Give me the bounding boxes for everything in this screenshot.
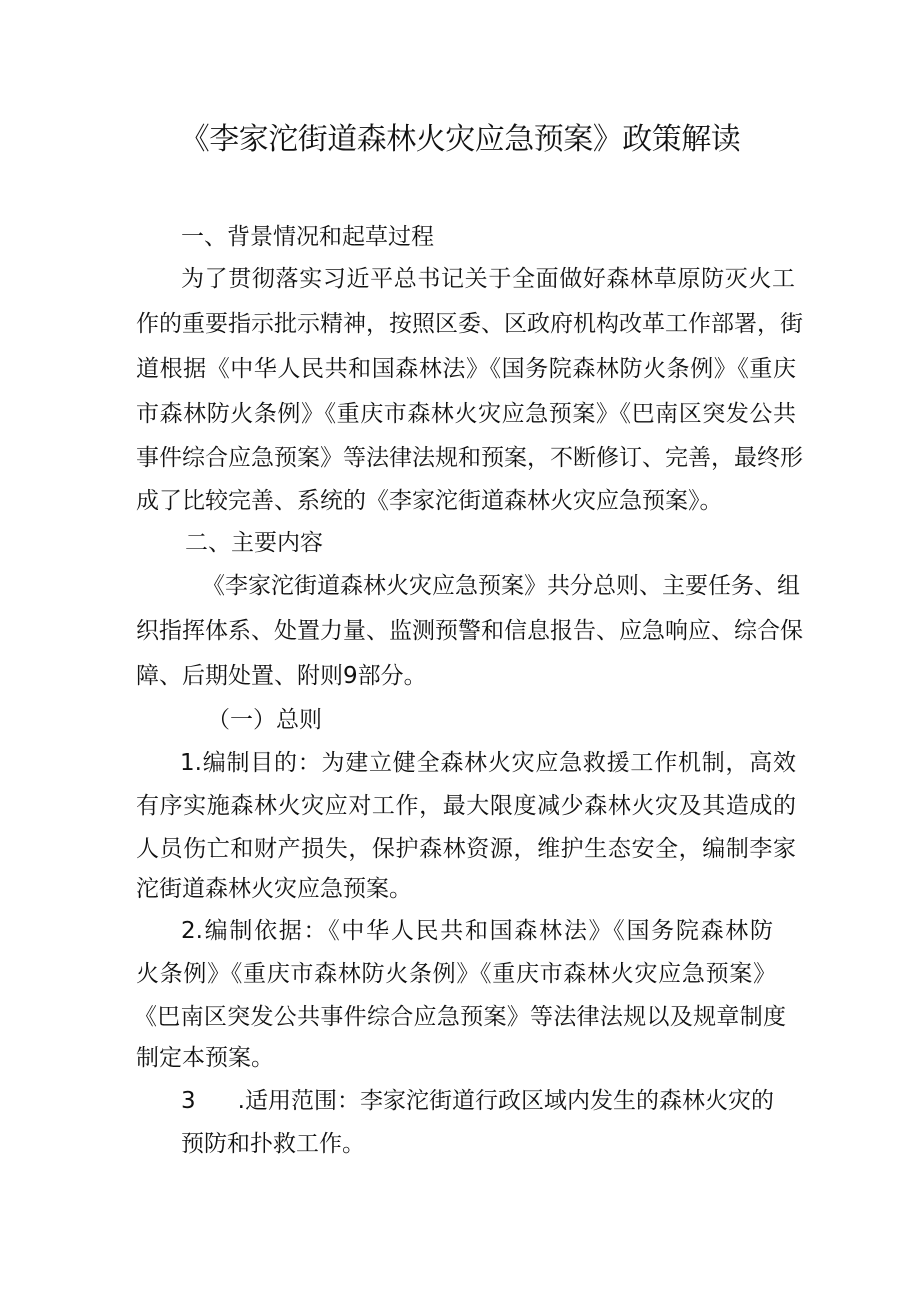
paragraph-line: 障、后期处置、附则9部分。 bbox=[136, 663, 427, 689]
item-number: 2 bbox=[181, 918, 196, 944]
paragraph-line: 《巴南区突发公共事件综合应急预案》等法律法规以及规章制度 bbox=[134, 1004, 786, 1030]
item-text: .编制目的：为建立健全森林火灾应急救援工作机制，高效 bbox=[194, 750, 796, 776]
item-line bbox=[181, 1084, 774, 1118]
subsection-heading: （一）总则 bbox=[207, 707, 322, 733]
paragraph-line: 制定本预案。 bbox=[136, 1045, 274, 1071]
paragraph-line: 沱街道森林火灾应急预案。 bbox=[136, 876, 412, 902]
paragraph-line: 《李家沱街道森林火灾应急预案》共分总则、主要任务、组 bbox=[202, 573, 800, 599]
paragraph-line: 道根据《中华人民共和国森林法》《国务院森林防火条例》《重庆 bbox=[136, 356, 796, 382]
paragraph-line: 预防和扑救工作。 bbox=[181, 1131, 365, 1157]
item-line bbox=[181, 914, 773, 948]
item-text: .编制依据：《中华人民共和国森林法》《国务院森林防 bbox=[195, 918, 773, 944]
document-title: 《李家沱街道森林火灾应急预案》政策解读 bbox=[179, 122, 741, 157]
item-text: .适用范围：李家沱街道行政区域内发生的森林火灾的 bbox=[237, 1088, 774, 1114]
paragraph-line: 火条例》《重庆市森林防火条例》《重庆市森林火灾应急预案》 bbox=[136, 961, 776, 987]
paragraph-line: 织指挥体系、处置力量、监测预警和信息报告、应急响应、综合保 bbox=[136, 618, 803, 644]
paragraph-line: 人员伤亡和财产损失，保护森林资源，维护生态安全，编制李家 bbox=[136, 836, 796, 862]
paragraph-line: 市森林防火条例》《重庆市森林火灾应急预案》《巴南区突发公共 bbox=[136, 401, 796, 427]
paragraph-line: 有序实施森林火灾应对工作，最大限度减少森林火灾及其造成的 bbox=[136, 793, 796, 819]
paragraph-line: 事件综合应急预案》等法律法规和预案，不断修订、完善，最终形 bbox=[136, 445, 803, 471]
paragraph-line: 为了贯彻落实习近平总书记关于全面做好森林草原防灭火工 bbox=[181, 266, 795, 292]
section-heading: 一、背景情况和起草过程 bbox=[181, 224, 434, 250]
item-line bbox=[180, 746, 796, 780]
section-heading: 二、主要内容 bbox=[185, 530, 323, 556]
paragraph-line: 作的重要指示批示精神，按照区委、区政府机构改革工作部署，街 bbox=[136, 311, 803, 337]
paragraph-line: 成了比较完善、系统的《李家沱街道森林火灾应急预案》。 bbox=[136, 488, 723, 514]
item-number: 3 bbox=[181, 1088, 196, 1114]
item-number: 1 bbox=[180, 750, 195, 776]
